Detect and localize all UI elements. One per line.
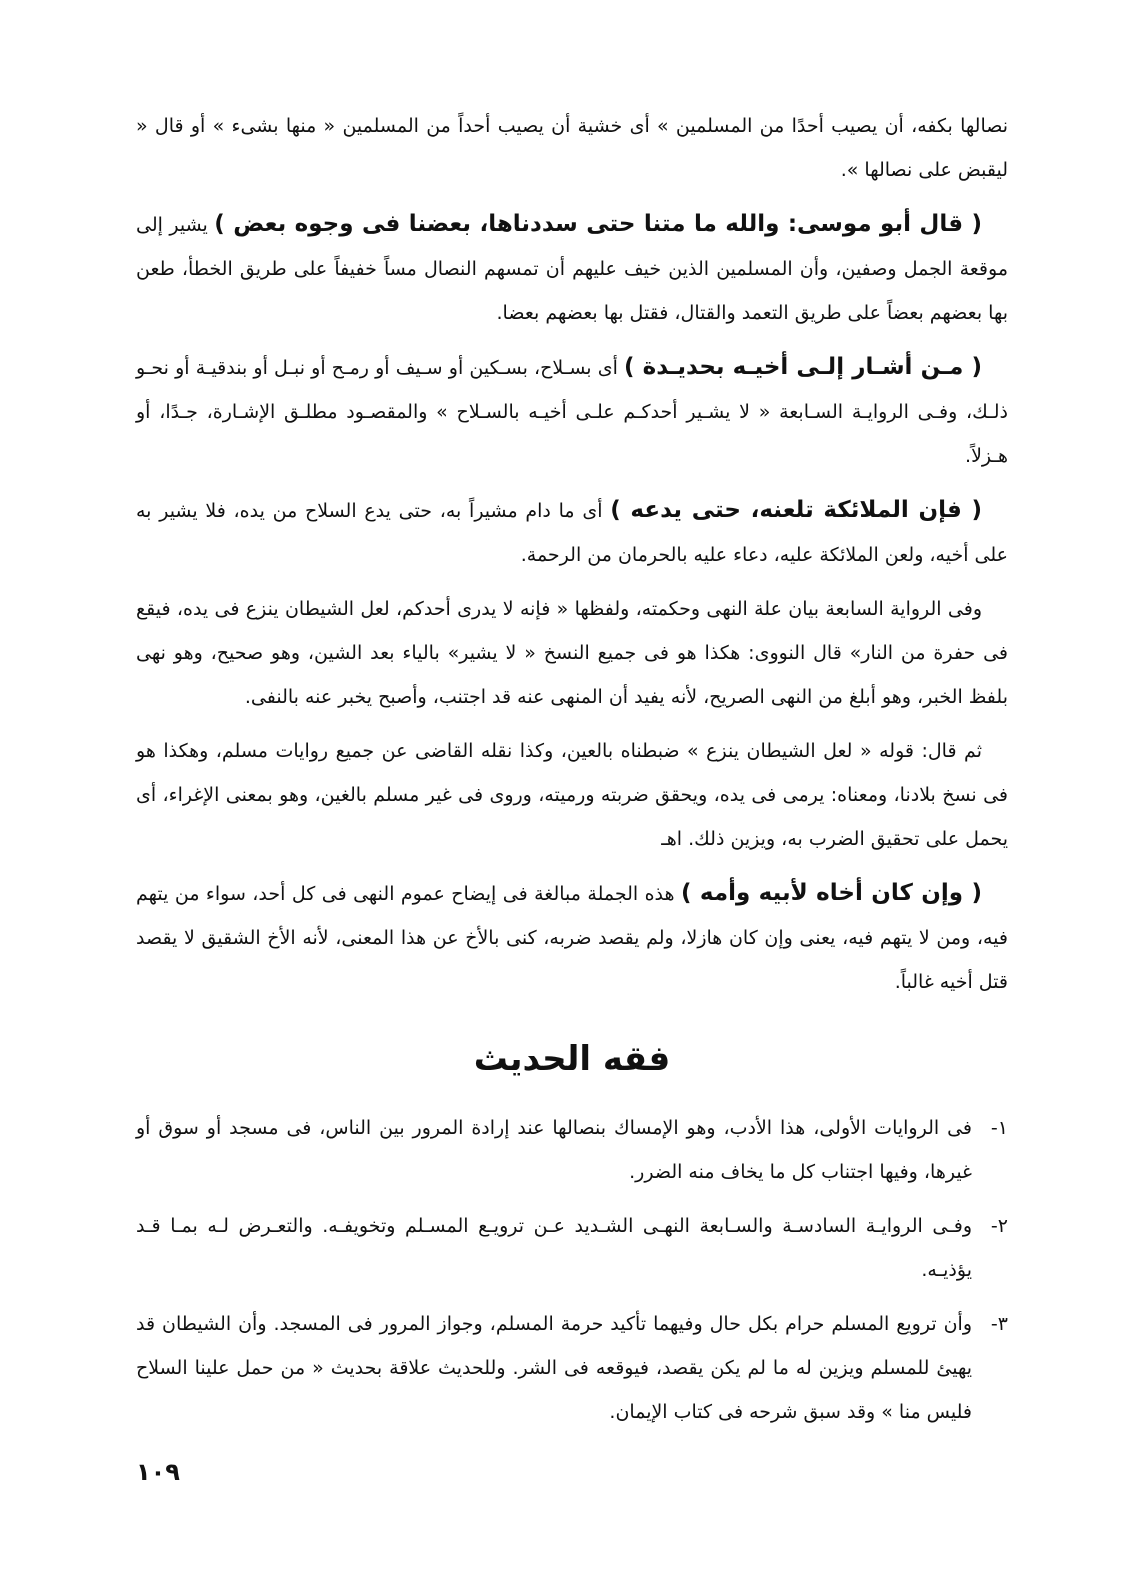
point-2-text: وفـى الروايـة السادسـة والسـابعة النهـى الشـديد عـن ترويـع المسـلم وتخويفـه. والتعـرض لـه بمـا قـد يؤذيـه. bbox=[136, 1215, 972, 1281]
point-1-text: فى الروايات الأولى، هذا الأدب، وهو الإمساك بنصالها عند إرادة المرور بين الناس، فى مسجد أو سوق أو غيرها، وفيها اجتناب كل ما يخاف منه الضرر. bbox=[136, 1117, 972, 1183]
point-1 bbox=[136, 1106, 1008, 1194]
paragraph-6-text: ثم قال: قوله « لعل الشيطان ينزع » ضبطناه بالعين، وكذا نقله القاضى عن جميع روايات مسلم، وهكذا هو فى نسخ بلادنا، ومعناه: يرمى فى يده، ويحقق ضربته ورميته، وروى فى غير مسلم بالغين، وهو بمعنى الإغراء، أى يحمل على تحقيق الضرب به، ويزين ذلك. اهـ bbox=[136, 740, 1008, 850]
point-3-text: وأن ترويع المسلم حرام بكل حال وفيهما تأكيد حرمة المسلم، وجواز المرور فى المسجد. وأن الشيطان قد يهيئ للمسلم ويزين له ما لم يكن يقصد، فيوقعه فى الشر. وللحديث علاقة بحديث « من حمل علينا السلاح فليس منا » وقد سبق شرحه فى كتاب الإيمان. bbox=[136, 1313, 972, 1423]
point-3 bbox=[136, 1302, 1008, 1434]
paragraph-7-text: هذه الجملة مبالغة فى إيضاح عموم النهى فى كل أحد، سواء من يتهم فيه، ومن لا يتهم فيه، يعنى وإن كان هازلا، ولم يقصد ضربه، كنى بالأخ عن هذا المعنى، لأنه الأخ الشقيق لا يقصد قتل أخيه غالباً. bbox=[136, 883, 1008, 993]
paragraph-5-text: وفى الرواية السابعة بيان علة النهى وحكمته، ولفظها « فإنه لا يدرى أحدكم، لعل الشيطان ينزع فى يده، فيقع فى حفرة من النار» قال النووى: هكذا هو فى جميع النسخ « لا يشير» بالياء بعد الشين، وهو صحيح، وهو نهى بلفظ الخبر، وهو أبلغ من النهى الصريح، لأنه يفيد أن المنهى عنه قد اجتنب، وأصبح يخبر عنه بالنفى. bbox=[136, 598, 1008, 708]
paragraph-4-lemma: ( فإن الملائكة تلعنه، حتى يدعه ) bbox=[610, 497, 982, 523]
paragraph-1-text: نصالها بكفه، أن يصيب أحدًا من المسلمين » أى خشية أن يصيب أحداً من المسلمين « منها بشىء » أو قال « ليقبض على نصالها ». bbox=[136, 115, 1008, 181]
paragraph-2 bbox=[136, 202, 1008, 335]
point-2-number: ٢- bbox=[990, 1215, 1008, 1237]
paragraph-2-lemma: ( قال أبو موسى: والله ما متنا حتى سددناها، بعضنا فى وجوه بعض ) bbox=[214, 211, 982, 237]
paragraph-7-lemma: ( وإن كان أخاه لأبيه وأمه ) bbox=[680, 880, 982, 906]
paragraph-1 bbox=[136, 104, 1008, 192]
paragraph-3-text: أى بسـلاح، بسـكين أو سـيف أو رمـح أو نبـل أو بندقيـة أو نحـو ذلـك، وفـى الروايـة السـابعة « لا يشـير أحدكـم علـى أخيـه بالسـلاح » والمقصـود مطلـق الإشـارة، جـدًا، أو هـزلاً. bbox=[136, 357, 1008, 467]
paragraph-4 bbox=[136, 488, 1008, 577]
point-1-number: ١- bbox=[990, 1117, 1008, 1139]
page-number: ١٠٩ bbox=[136, 1458, 180, 1486]
paragraph-5 bbox=[136, 587, 1008, 719]
point-3-number: ٣- bbox=[990, 1313, 1008, 1335]
paragraph-6 bbox=[136, 729, 1008, 861]
page-body bbox=[136, 104, 1008, 1444]
paragraph-4-text: أى ما دام مشيراً به، حتى يدع السلاح من يده، فلا يشير به على أخيه، ولعن الملائكة عليه، دعاء عليه بالحرمان من الرحمة. bbox=[136, 500, 1008, 566]
section-heading: فقه الحديث bbox=[473, 1039, 671, 1079]
paragraph-7 bbox=[136, 871, 1008, 1004]
paragraph-3 bbox=[136, 345, 1008, 478]
paragraph-3-lemma: ( مـن أشـار إلـى أخيـه بحديـدة ) bbox=[624, 354, 983, 380]
paragraph-2-text: يشير إلى موقعة الجمل وصفين، وأن المسلمين الذين خيف عليهم أن تمسهم النصال مساً خفيفاً على طريق الخطأ، طعن بها بعضهم بعضاً على طريق التعمد والقتال، فقتل بها بعضهم بعضا. bbox=[136, 214, 1008, 324]
point-2 bbox=[136, 1204, 1008, 1292]
